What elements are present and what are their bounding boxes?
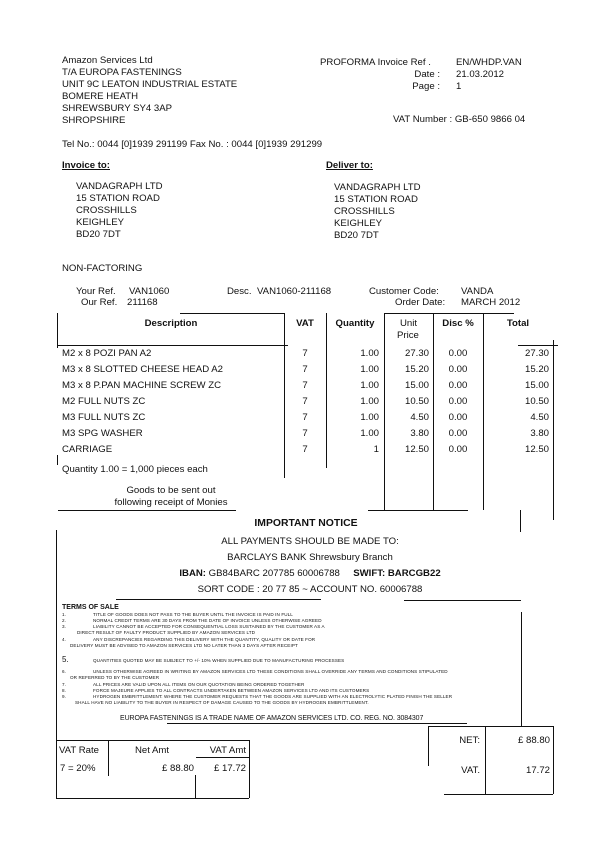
term-text-cont: DELIVERY MUST BE ADVISED TO AMAZON SERVICES LTD NO LATER THAN 3 DAYS AFTER RECEIPT (70, 643, 298, 648)
order-date-value: MARCH 2012 (461, 297, 521, 308)
column-header-disc: Disc % (442, 318, 474, 329)
invoice-to-line: CROSSHILLS (76, 205, 137, 216)
net-total-value: £ 88.80 (517, 735, 550, 746)
cell-total: 15.00 (524, 380, 549, 391)
term-text-cont: DIRECT RESULT OF FAULTY PRODUCT SUPPLIED BY AMAZON SERVICES LTD (77, 630, 256, 635)
column-header-unit-price (397, 318, 419, 342)
cell-description: M3 x 8 P.PAN MACHINE SCREW ZC (62, 380, 222, 391)
term-text: FORCE MAJEURE APPLIES TO ALL CONTRACTS UNDERTAKEN BETWEEN AMAZON SERVICES LTD AND ITS CUSTOMERS (93, 688, 370, 693)
term-text: ANY DISCREPANCIES REGARDING THIS DELIVERY WITH THE QUANTITY, QUALITY OR DATE FOR (93, 637, 316, 642)
vat-amt-header: VAT Amt (209, 745, 246, 756)
invoice-to-line: BD20 7DT (76, 229, 121, 240)
term-number: 7. (62, 682, 67, 687)
invoice-to-line: VANDAGRAPH LTD (76, 181, 163, 192)
cell-total: 3.80 (530, 428, 549, 439)
your-ref-value: VAN1060 (129, 286, 170, 297)
column-header-quantity: Quantity (335, 318, 375, 329)
factoring-status: NON-FACTORING (62, 263, 143, 274)
vat-number: VAT Number : GB-650 9866 04 (393, 114, 526, 125)
cell-disc: 0.00 (448, 428, 468, 439)
cell-description: M2 x 8 POZI PAN A2 (62, 348, 152, 359)
page-label: Page : (412, 81, 440, 92)
net-total-label: NET: (459, 735, 480, 746)
term-number: 2. (62, 618, 67, 623)
vat-rate-header: VAT Rate (59, 745, 99, 756)
seller-name: Amazon Services Ltd (62, 55, 153, 66)
price-label: Price (397, 330, 419, 341)
notice-title (150, 518, 462, 530)
term-text: ALL PRICES ARE VALID UPON ALL ITEMS ON OUR QUOTATION BEING ORDERED TOGETHER (93, 682, 305, 687)
term-number: 6. (62, 669, 67, 674)
cell-disc: 0.00 (448, 412, 468, 423)
net-amt-value: £ 88.80 (161, 763, 194, 774)
term-text: UNLESS OTHERWISE AGREED IN WRITING BY AMAZON SERVICES LTD THESE CONDITIONS SHALL OVERRIDE ANY TERMS AND CONDITIONS STIPULATED (93, 669, 448, 674)
term-number: 5. (62, 655, 69, 664)
cell-vat: 7 (302, 348, 308, 359)
column-header-description: Description (144, 318, 198, 329)
notice-title-text: IMPORTANT NOTICE (254, 518, 358, 529)
cell-total: 15.20 (524, 364, 549, 375)
cell-disc: 0.00 (448, 396, 468, 407)
terms-title: TERMS OF SALE (62, 604, 119, 611)
term-text-cont: SHALL HAVE NO LIABILITY TO THE BUYER IN RESPECT OF DAMAGE CAUSED TO THE GOODS BY HYDROGEN EMBRITTLEMENT. (75, 700, 369, 705)
notice-payments-line: ALL PAYMENTS SHOULD BE MADE TO: (221, 536, 399, 547)
term-text: QUANTITIES QUOTED MAY BE SUBJECT TO +/- 10% WHEN SUPPLIED DUE TO MANUFACTURING PROCESSES (93, 658, 345, 663)
term-text: TITLE OF GOODS DOES NOT PASS TO THE BUYER UNTIL THE INVOICE IS PAID IN FULL (93, 612, 293, 617)
deliver-to-line: KEIGHLEY (334, 218, 382, 229)
deliver-to-line: BD20 7DT (334, 230, 379, 241)
cell-unit-price: 12.50 (404, 444, 429, 455)
deliver-to-line: VANDAGRAPH LTD (334, 182, 421, 193)
notice-sort-code: SORT CODE : 20 77 85 ~ ACCOUNT NO. 60006788 (197, 584, 423, 595)
cell-quantity: 1.00 (360, 348, 379, 359)
cell-vat: 7 (302, 364, 308, 375)
our-ref-value: 211168 (127, 297, 158, 308)
cell-quantity: 1.00 (360, 364, 379, 375)
cell-disc: 0.00 (448, 364, 468, 375)
term-number: 4. (62, 637, 67, 642)
seller-address-line: SHROPSHIRE (62, 115, 126, 126)
vat-rate-value: 7 = 20% (60, 763, 96, 774)
cell-vat: 7 (302, 412, 308, 423)
cell-description: CARRIAGE (62, 444, 113, 455)
cell-disc: 0.00 (448, 380, 468, 391)
notice-bank-line: BARCLAYS BANK Shrewsbury Branch (227, 552, 393, 563)
cell-quantity: 1.00 (360, 428, 379, 439)
vat-amt-value: £ 17.72 (213, 763, 246, 774)
column-header-vat: VAT (296, 318, 314, 329)
cell-description: M2 FULL NUTS ZC (62, 396, 146, 407)
cell-total: 12.50 (524, 444, 549, 455)
invoice-to-title: Invoice to: (62, 160, 110, 171)
quantity-note: Quantity 1.00 = 1,000 pieces each (62, 464, 208, 475)
notice-iban-swift (140, 568, 480, 580)
goods-note-line: following receipt of Monies (114, 497, 228, 508)
net-amt-header: Net Amt (134, 745, 170, 756)
cell-disc: 0.00 (448, 444, 468, 455)
term-number: 1. (62, 612, 67, 617)
vat-total-value: 17.72 (525, 765, 550, 776)
deliver-to-line: CROSSHILLS (334, 206, 395, 217)
seller-address-line: UNIT 9C LEATON INDUSTRIAL ESTATE (62, 79, 238, 90)
invoice-ref-label: PROFORMA Invoice Ref . (320, 57, 431, 68)
page-value: 1 (456, 81, 462, 92)
cell-unit-price: 15.20 (404, 364, 429, 375)
cell-description: M3 FULL NUTS ZC (62, 412, 146, 423)
cell-vat: 7 (302, 396, 308, 407)
cell-description: M3 SPG WASHER (62, 428, 143, 439)
customer-code-value: VANDA (461, 286, 494, 297)
cell-total: 10.50 (524, 396, 549, 407)
goods-note-line: Goods to be sent out (126, 485, 216, 496)
cell-total: 4.50 (530, 412, 549, 423)
iban-value: GB84BARC 207785 60006788 (208, 568, 340, 579)
date-label: Date : (414, 69, 440, 80)
term-number: 3. (62, 624, 67, 629)
cell-vat: 7 (302, 444, 308, 455)
term-number: 9. (62, 694, 67, 699)
desc-value: VAN1060-211168 (257, 286, 332, 297)
invoice-to-line: KEIGHLEY (76, 217, 124, 228)
term-text: NORMAL CREDIT TERMS ARE 30 DAYS FROM THE DATE OF INVOICE UNLESS OTHERWISE AGREED (93, 618, 322, 623)
cell-unit-price: 15.00 (404, 380, 429, 391)
swift-label: SWIFT: (353, 568, 386, 579)
your-ref-label: Your Ref. (76, 286, 116, 297)
seller-phone-fax: Tel No.: 0044 [0]1939 291199 Fax No. : 0044 [0]1939 291299 (62, 139, 323, 150)
cell-unit-price: 27.30 (404, 348, 429, 359)
invoice-to-line: 15 STATION ROAD (76, 193, 160, 204)
desc-label: Desc. (227, 286, 252, 297)
seller-address-line: BOMERE HEATH (62, 91, 139, 102)
swift-value: BARCGB22 (387, 568, 441, 579)
column-header-total: Total (506, 318, 530, 329)
iban-label: IBAN: (179, 568, 206, 579)
seller-address-line: SHREWSBURY SY4 3AP (62, 103, 173, 114)
cell-disc: 0.00 (448, 348, 468, 359)
date-value: 21.03.2012 (456, 69, 505, 80)
order-date-label: Order Date: (395, 297, 446, 308)
our-ref-label: Our Ref. (81, 297, 118, 308)
deliver-to-line: 15 STATION ROAD (334, 194, 418, 205)
cell-unit-price: 4.50 (410, 412, 429, 423)
cell-quantity: 1.00 (360, 396, 379, 407)
cell-quantity: 1.00 (360, 380, 379, 391)
term-text: LIABILITY CANNOT BE ACCEPTED FOR CONSEQUENTIAL LOSS SUSTAINED BY THE CUSTOMER AS A (93, 624, 325, 629)
cell-quantity: 1.00 (360, 412, 379, 423)
term-number: 8. (62, 688, 67, 693)
cell-quantity: 1 (373, 444, 379, 455)
cell-vat: 7 (302, 380, 308, 391)
cell-vat: 7 (302, 428, 308, 439)
customer-code-label: Customer Code: (369, 286, 439, 297)
term-text-cont: OR REFERRED TO BY THE CUSTOMER (70, 675, 160, 680)
cell-unit-price: 3.80 (410, 428, 429, 439)
term-text: HYDROGEN EMBRITTLEMENT: WHERE THE CUSTOMER REQUESTS THAT THE GOODS ARE SUPPLIED WITH AN ELECTROLYTIC PLATED FINISH THE SELLER (93, 694, 453, 699)
vat-total-label: VAT. (461, 765, 480, 776)
unit-label: Unit (400, 318, 418, 329)
deliver-to-title: Deliver to: (326, 160, 373, 171)
trade-name-statement: EUROPA FASTENINGS IS A TRADE NAME OF AMAZON SERVICES LTD. CO. REG. NO. 3084307 (120, 715, 424, 722)
cell-total: 27.30 (524, 348, 549, 359)
invoice-ref-value: EN/WHDP.VAN (456, 57, 522, 68)
cell-description: M3 x 8 SLOTTED CHEESE HEAD A2 (62, 364, 224, 375)
cell-unit-price: 10.50 (404, 396, 429, 407)
seller-trading-as: T/A EUROPA FASTENINGS (62, 67, 182, 78)
